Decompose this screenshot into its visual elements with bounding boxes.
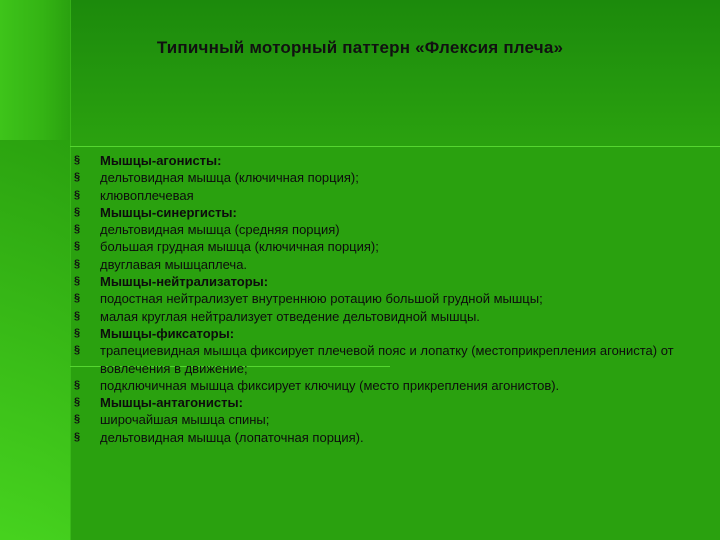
- bullet-icon: §: [74, 413, 81, 426]
- list-item-text: Мышцы-антагонисты:: [100, 395, 243, 411]
- bullet-icon: §: [74, 378, 81, 391]
- list-item-text: Мышцы-нейтрализаторы:: [100, 274, 269, 290]
- list-item-text: дельтовидная мышца (средняя порция): [100, 222, 340, 238]
- bullet-icon: §: [74, 154, 81, 166]
- bullet-icon: §: [74, 223, 81, 236]
- bullet-icon: §: [74, 171, 81, 184]
- list-item: [74, 429, 714, 446]
- section-heading: [74, 152, 714, 169]
- section-heading: [74, 325, 714, 342]
- section-heading: [74, 394, 714, 411]
- bullet-icon: §: [74, 257, 81, 270]
- list-item-text: Мышцы-агонисты:: [100, 153, 222, 168]
- list-item-text: трапециевидная мышца фиксирует плечевой пояс и лопатку (местоприкрепления агониста) от вовлечения в движение;: [100, 343, 674, 376]
- list-item: [74, 308, 714, 325]
- list-item: [74, 256, 714, 273]
- list-item-text: Мышцы-синергисты:: [100, 204, 237, 220]
- list-item: [74, 169, 714, 186]
- list-item-text: подостная нейтрализует внутреннюю ротацию большой грудной мышцы;: [100, 291, 543, 307]
- bullet-icon: §: [74, 188, 81, 201]
- bullet-icon: §: [74, 430, 81, 443]
- section-heading: [74, 273, 714, 290]
- list-item-text: подключичная мышца фиксирует ключицу (место прикрепления агонистов).: [100, 377, 560, 393]
- bullet-icon: §: [74, 309, 81, 322]
- list-item: [74, 342, 714, 377]
- list-item: [74, 238, 714, 255]
- background-left-highlight: [0, 140, 70, 540]
- list-item: [74, 377, 714, 394]
- list-item-text: широчайшая мышца спины;: [100, 412, 270, 428]
- bullet-icon: §: [74, 275, 81, 288]
- bullet-icon: §: [74, 240, 81, 253]
- list-item-text: двуглавая мышцаплеча.: [100, 256, 248, 272]
- bullet-list: [74, 152, 714, 446]
- list-item-text: дельтовидная мышца (лопаточная порция).: [100, 429, 364, 445]
- bullet-icon: §: [74, 326, 81, 339]
- list-item: [74, 290, 714, 307]
- list-item-text: дельтовидная мышца (ключичная порция);: [100, 170, 359, 186]
- background-vertical-line: [70, 0, 71, 540]
- background-divider-top: [70, 146, 720, 147]
- slide-title: Типичный моторный паттерн «Флексия плеча»: [156, 38, 564, 57]
- list-item-text: клювоплечевая: [100, 187, 194, 203]
- background-top: [0, 0, 720, 140]
- bullet-icon: §: [74, 292, 81, 305]
- list-item-text: Мышцы-фиксаторы:: [100, 325, 235, 341]
- list-item: [74, 187, 714, 204]
- list-item: [74, 221, 714, 238]
- list-item-text: малая круглая нейтрализует отведение дельтовидной мышцы.: [100, 308, 480, 324]
- list-item-text: большая грудная мышца (ключичная порция);: [100, 239, 379, 255]
- list-item: [74, 411, 714, 428]
- section-heading: [74, 204, 714, 221]
- bullet-icon: §: [74, 396, 81, 409]
- bullet-icon: §: [74, 344, 81, 357]
- bullet-icon: §: [74, 205, 81, 218]
